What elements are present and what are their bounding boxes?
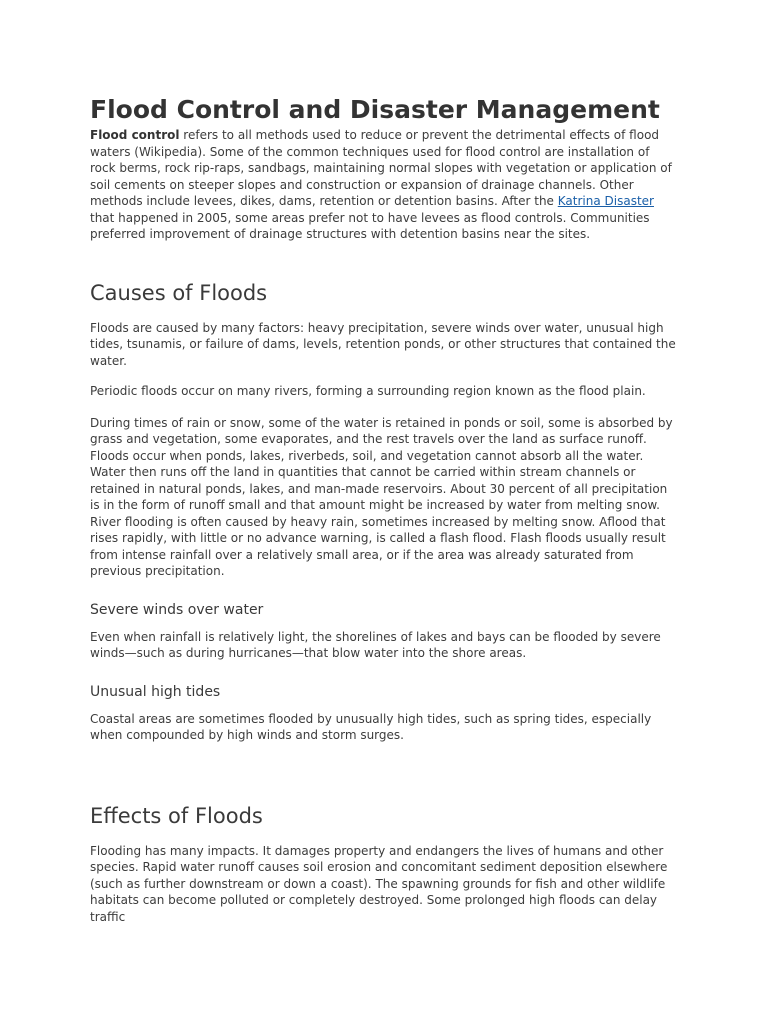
causes-paragraph-1: Floods are caused by many factors: heavy precipitation, severe winds over water, unusual high tides, tsunamis, or failure of dams, levels, retention ponds, or other structures that contained the water. xyxy=(90,320,676,368)
intro-paragraph xyxy=(90,127,676,243)
causes-paragraph-3: During times of rain or snow, some of the water is retained in ponds or soil, some is absorbed by grass and vegetation, some evaporates, and the rest travels over the land as surface runoff. Floods occur when ponds, lakes, riverbeds, soil, and vegetation cannot absorb all the water. Water then runs off the land in quantities that cannot be carried within stream channels or retained in natural ponds, lakes, and man-made reservoirs. About 30 percent of all precipitation is in the form of runoff small and that amount might be increased by water from melting snow. River flooding is often caused by heavy rain, sometimes increased by melting snow. Aflood that rises rapidly, with little or no advance warning, is called a flash flood. Flash floods usually result from intense rainfall over a relatively small area, or if the area was already saturated from previous precipitation. xyxy=(90,415,673,578)
tides-heading: Unusual high tides xyxy=(90,683,221,700)
intro-lead-bold: Flood control xyxy=(90,128,180,142)
effects-heading: Effects of Floods xyxy=(90,803,263,828)
tides-paragraph: Coastal areas are sometimes flooded by unusually high tides, such as spring tides, especially when compounded by high winds and storm surges. xyxy=(90,711,652,742)
intro-text-part2: that happened in 2005, some areas prefer not to have levees as flood controls. Communities preferred improvement of drainage structures with detention basins near the sites. xyxy=(90,210,650,241)
causes-paragraph-2: Periodic floods occur on many rivers, forming a surrounding region known as the flood plain. xyxy=(90,384,646,398)
effects-paragraph: Flooding has many impacts. It damages property and endangers the lives of humans and other species. Rapid water runoff causes soil erosion and concomitant sediment deposition elsewhere (such as further downstream or down a coast). The spawning grounds for fish and other wildlife habitats can become polluted or completely destroyed. Some prolonged high floods can delay traffic xyxy=(90,843,668,924)
page-title: Flood Control and Disaster Management xyxy=(90,95,660,124)
document-page xyxy=(90,94,676,925)
winds-heading: Severe winds over water xyxy=(90,601,264,618)
winds-paragraph: Even when rainfall is relatively light, the shorelines of lakes and bays can be flooded by severe winds—such as during hurricanes—that blow water into the shore areas. xyxy=(90,629,661,660)
katrina-disaster-link[interactable]: Katrina Disaster xyxy=(557,194,654,208)
intro-text-part1: refers to all methods used to reduce or prevent the detrimental effects of flood waters (Wikipedia). Some of the common techniques used for flood control are installation of rock berms, rock rip-raps, sandbags, maintaining normal slopes with vegetation or application of soil cements on steeper slopes and construction or expansion of drainage channels. Other methods include levees, dikes, dams, retention or detention basins. After the xyxy=(90,128,672,208)
causes-heading: Causes of Floods xyxy=(90,280,268,305)
